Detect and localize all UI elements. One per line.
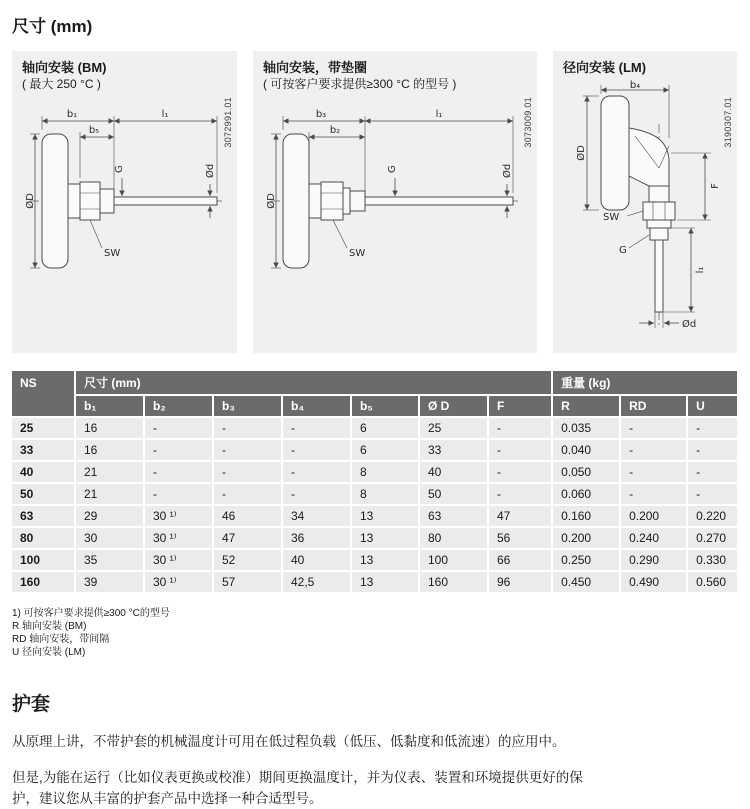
dim-label-od-large: ØD [266, 193, 277, 209]
table-cell: - [489, 462, 551, 482]
footnote-1: 1) 可按客户要求提供≥300 °C的型号 [12, 608, 170, 619]
ns-header: NS [12, 371, 74, 416]
col-header-od: Ø D [420, 396, 487, 416]
table-row [12, 550, 737, 570]
dim-label-f: F [710, 183, 721, 189]
table-row [12, 572, 737, 592]
table-cell: 63 [420, 506, 487, 526]
table-cell: - [145, 462, 212, 482]
table-cell: 0.200 [553, 528, 619, 548]
table-cell: 6 [352, 440, 418, 460]
table-cell: - [688, 440, 737, 460]
panel-subtitle: ( 最大 250 °C ) [22, 77, 101, 91]
table-cell: 0.040 [553, 440, 619, 460]
table-cell: - [214, 440, 281, 460]
dim-label-g: G [114, 165, 125, 173]
diagram-panels [12, 51, 738, 353]
table-cell: 21 [76, 484, 143, 504]
table-cell: 16 [76, 440, 143, 460]
table-cell: - [214, 418, 281, 438]
table-cell: 21 [76, 462, 143, 482]
table-cell: 50 [420, 484, 487, 504]
ns-cell: 40 [12, 462, 74, 482]
dim-label-b1: b₁ [66, 109, 78, 120]
table-cell: 0.250 [553, 550, 619, 570]
table-cell: 52 [214, 550, 281, 570]
table-cell: 29 [76, 506, 143, 526]
table-cell: 30 ¹⁾ [145, 506, 212, 526]
table-cell: 46 [214, 506, 281, 526]
table-cell: 0.330 [688, 550, 737, 570]
table-cell: 80 [420, 528, 487, 548]
table-row [12, 484, 737, 504]
dim-label-od-large: ØD [25, 193, 36, 209]
dim-label-b5: b₅ [88, 125, 100, 136]
table-cell: - [688, 484, 737, 504]
table-row [12, 528, 737, 548]
dim-label-sw: SW [104, 248, 121, 259]
table-body [12, 418, 737, 592]
thermometer-axial-gasket-drawing [263, 96, 525, 338]
sleeve-section-heading: 护套 [12, 694, 51, 715]
thermometer-axial-drawing [22, 96, 227, 338]
table-cell: - [688, 418, 737, 438]
dim-label-od-small: Ød [682, 319, 697, 330]
table-cell: 30 ¹⁾ [145, 528, 212, 548]
footnotes [12, 607, 738, 659]
table-cell: 13 [352, 528, 418, 548]
table-cell: 40 [420, 462, 487, 482]
dim-label-b2: b₂ [329, 125, 341, 136]
table-cell: 0.290 [621, 550, 686, 570]
table-cell: - [621, 418, 686, 438]
col-header-b5: b₅ [352, 396, 418, 416]
dim-label-l1: l₁ [435, 109, 443, 120]
table-cell: - [214, 462, 281, 482]
col-header-f: F [489, 396, 551, 416]
ns-cell: 50 [12, 484, 74, 504]
table-cell: - [489, 440, 551, 460]
table-cell: 57 [214, 572, 281, 592]
ns-cell: 63 [12, 506, 74, 526]
col-header-b4: b₄ [283, 396, 350, 416]
page-title: 尺寸 (mm) [12, 17, 93, 36]
table-cell: 47 [489, 506, 551, 526]
dimensions-group-header: 尺寸 (mm) [76, 371, 551, 394]
dim-label-b4: b₄ [629, 80, 641, 91]
panel-radial-lm [553, 51, 737, 353]
table-cell: 56 [489, 528, 551, 548]
sleeve-paragraph-1: 从原理上讲，不带护套的机械温度计可用在低过程负载（低压、低黏度和低流速）的应用中。 [12, 734, 566, 749]
table-row [12, 506, 737, 526]
table-cell: - [283, 462, 350, 482]
dim-label-od-large: ØD [576, 145, 587, 161]
ns-cell: 80 [12, 528, 74, 548]
drawing-number: 3073009.01 [523, 97, 533, 148]
table-cell: - [145, 484, 212, 504]
table-cell: 42,5 [283, 572, 350, 592]
panel-subtitle: ( 可按客户要求提供≥300 °C 的型号 ) [263, 77, 457, 91]
table-cell: 66 [489, 550, 551, 570]
col-header-b1: b₁ [76, 396, 143, 416]
panel-title: 轴向安装 (BM) [22, 60, 107, 75]
table-row [12, 440, 737, 460]
table-cell: - [621, 484, 686, 504]
col-header-r: R [553, 396, 619, 416]
panel-title: 径向安装 (LM) [563, 60, 647, 75]
table-cell: - [489, 484, 551, 504]
thermometer-radial-drawing [563, 80, 729, 334]
table-cell: 13 [352, 572, 418, 592]
sleeve-paragraph-2: 但是,为能在运行（比如仪表更换或校准）期间更换温度计，并为仪表、装置和环境提供更好的保护，建议您从丰富的护套产品中选择一种合适型号。 [12, 770, 583, 806]
weight-group-header: 重量 (kg) [553, 371, 737, 394]
table-cell: - [621, 462, 686, 482]
table-cell: 100 [420, 550, 487, 570]
dim-label-b3: b₃ [315, 109, 327, 120]
footnote-u: U 径向安装 (LM) [12, 647, 86, 658]
table-cell: - [688, 462, 737, 482]
group-header-row [12, 371, 737, 394]
table-cell: 160 [420, 572, 487, 592]
table-cell: 35 [76, 550, 143, 570]
ns-cell: 160 [12, 572, 74, 592]
dimensions-table [10, 369, 739, 594]
table-cell: 6 [352, 418, 418, 438]
table-row [12, 418, 737, 438]
table-cell: 13 [352, 506, 418, 526]
dim-label-g: G [387, 165, 398, 173]
table-cell: - [621, 440, 686, 460]
ns-cell: 25 [12, 418, 74, 438]
table-cell: 30 ¹⁾ [145, 550, 212, 570]
drawing-number: 3072991.01 [223, 97, 233, 148]
table-cell: 0.035 [553, 418, 619, 438]
table-cell: 8 [352, 484, 418, 504]
table-cell: 33 [420, 440, 487, 460]
table-cell: - [489, 418, 551, 438]
table-cell: - [145, 418, 212, 438]
table-cell: - [283, 484, 350, 504]
ns-cell: 100 [12, 550, 74, 570]
column-header-row [12, 396, 737, 416]
table-cell: - [283, 418, 350, 438]
ns-cell: 33 [12, 440, 74, 460]
table-cell: 47 [214, 528, 281, 548]
table-cell: 0.490 [621, 572, 686, 592]
drawing-number: 3190307.01 [723, 97, 733, 148]
table-cell: 0.450 [553, 572, 619, 592]
table-cell: 0.160 [553, 506, 619, 526]
dim-label-od-small: Ød [205, 163, 216, 178]
table-cell: 8 [352, 462, 418, 482]
table-cell: 0.240 [621, 528, 686, 548]
footnote-r: R 轴向安装 (BM) [12, 621, 87, 632]
dim-label-l1: l₁ [695, 266, 706, 274]
footnote-rd: RD 轴向安装，带间隔 [12, 634, 110, 645]
table-row [12, 462, 737, 482]
table-cell: - [283, 440, 350, 460]
col-header-b2: b₂ [145, 396, 212, 416]
table-cell: 0.060 [553, 484, 619, 504]
table-cell: 40 [283, 550, 350, 570]
dim-label-l1: l₁ [161, 109, 169, 120]
dim-label-od-small: Ød [502, 163, 513, 178]
panel-title: 轴向安装，带垫圈 [263, 60, 368, 75]
panel-axial-bm [12, 51, 237, 353]
col-header-rd: RD [621, 396, 686, 416]
table-cell: - [214, 484, 281, 504]
table-cell: 34 [283, 506, 350, 526]
table-cell: 25 [420, 418, 487, 438]
col-header-u: U [688, 396, 737, 416]
table-cell: 36 [283, 528, 350, 548]
table-cell: 0.200 [621, 506, 686, 526]
table-cell: 0.220 [688, 506, 737, 526]
table-cell: 96 [489, 572, 551, 592]
table-cell: 0.270 [688, 528, 737, 548]
table-cell: - [145, 440, 212, 460]
table-cell: 30 [76, 528, 143, 548]
panel-axial-gasket [253, 51, 537, 353]
table-cell: 16 [76, 418, 143, 438]
table-cell: 13 [352, 550, 418, 570]
table-cell: 30 ¹⁾ [145, 572, 212, 592]
table-cell: 0.560 [688, 572, 737, 592]
dim-label-sw: SW [603, 212, 620, 223]
dim-label-sw: SW [349, 248, 366, 259]
table-cell: 39 [76, 572, 143, 592]
table-cell: 0.050 [553, 462, 619, 482]
col-header-b3: b₃ [214, 396, 281, 416]
dim-label-g: G [619, 245, 627, 256]
